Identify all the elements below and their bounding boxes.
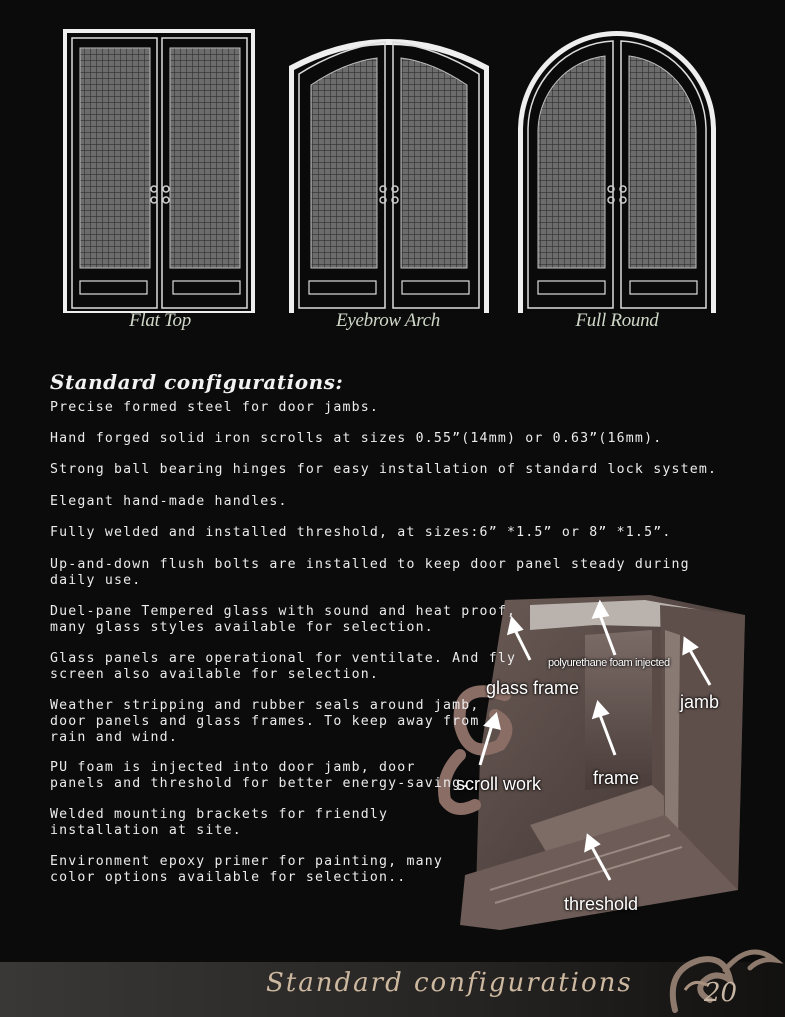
feature-item: Duel-pane Tempered glass with sound and heat proof, many glass styles available for selection.	[50, 604, 517, 635]
eyebrow-arch-label: Eyebrow Arch	[336, 310, 440, 331]
feature-item: Elegant hand-made handles.	[50, 494, 288, 509]
feature-item: Weather stripping and rubber seals around jamb, door panels and glass frames. To keep away from rain and wind.	[50, 698, 480, 745]
frame-cross-section-diagram	[420, 585, 785, 945]
glass-frame-callout: glass frame	[486, 678, 580, 698]
feature-item: PU foam is injected into door jamb, door panels and threshold for better energy-saving.	[50, 760, 471, 791]
feature-item: Welded mounting brackets for friendly installation at site.	[50, 807, 389, 838]
jamb-callout: jamb	[680, 692, 720, 712]
feature-item: Fully welded and installed threshold, at sizes:6” *1.5” or 8” *1.5”.	[50, 525, 672, 540]
feature-item: Strong ball bearing hinges for easy installation of standard lock system.	[50, 462, 718, 477]
feature-item: Environment epoxy primer for painting, many color options available for selection..	[50, 854, 444, 885]
threshold-callout: threshold	[564, 894, 639, 914]
footer-title: Standard configurations	[266, 968, 633, 998]
feature-item: Glass panels are operational for ventilate. And fly screen also available for selection.	[50, 651, 517, 682]
feature-item: Hand forged solid iron scrolls at sizes 0.55”(14mm) or 0.63”(16mm).	[50, 431, 663, 446]
page-number: 20	[704, 978, 738, 1008]
feature-item: Up-and-down flush bolts are installed to keep door panel steady during daily use.	[50, 557, 690, 588]
door-styles-illustration	[0, 0, 785, 340]
feature-item: Precise formed steel for door jambs.	[50, 400, 380, 415]
frame-callout: frame	[593, 768, 640, 788]
flat-top-label: Flat Top	[129, 310, 191, 331]
foam-callout: polyurethane foam injected	[548, 657, 670, 669]
eyebrow-arch-door	[289, 39, 489, 313]
full-round-door	[518, 31, 716, 313]
full-round-label: Full Round	[575, 310, 659, 331]
flat-top-door	[63, 29, 255, 313]
scroll-work-callout: scroll work	[456, 774, 542, 794]
section-heading: Standard configurations:	[50, 370, 344, 394]
